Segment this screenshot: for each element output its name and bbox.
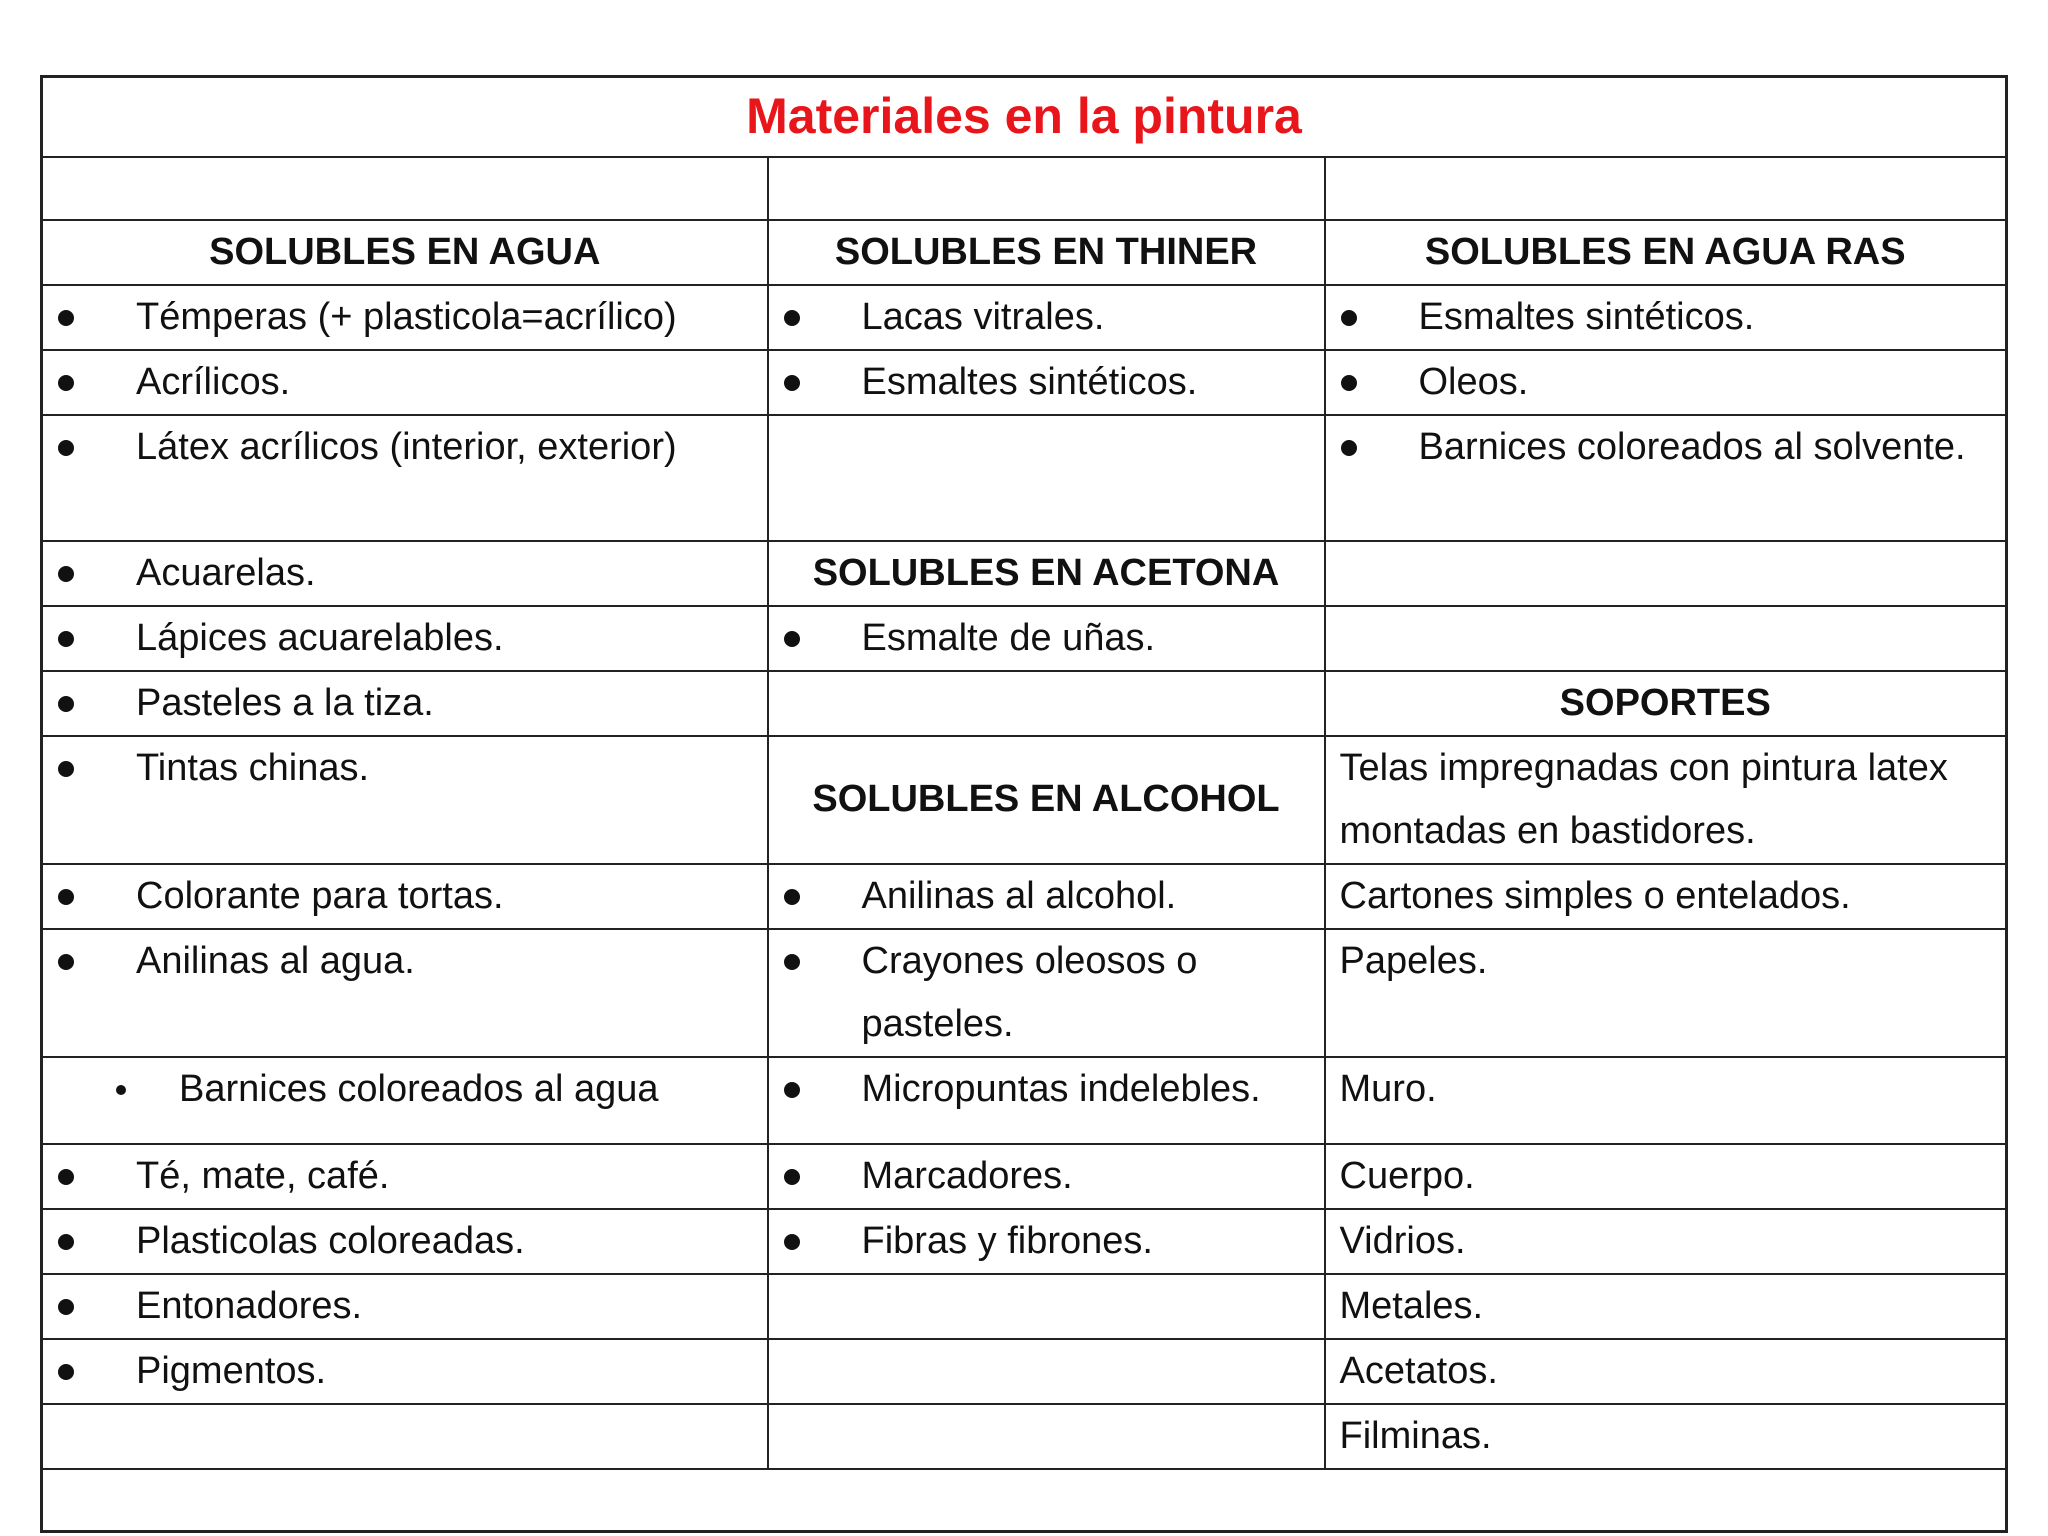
list-item: Plasticolas coloreadas. [43, 1210, 767, 1273]
table-cell [768, 1209, 1325, 1274]
table-cell [768, 1057, 1325, 1144]
table-cell [1325, 285, 2007, 350]
table-cell [768, 350, 1325, 415]
table-cell [42, 736, 768, 864]
list-item: Colorante para tortas. [43, 865, 767, 928]
soporte-item: Telas impregnadas con pintura latex montadas en bastidores. [1325, 736, 2007, 864]
table-row [42, 929, 2007, 1057]
list-item: Crayones oleosos o pasteles. [769, 930, 1324, 1056]
list-item: Acuarelas. [43, 542, 767, 605]
list-item: Lacas vitrales. [769, 286, 1324, 349]
list-item: Lápices acuarelables. [43, 607, 767, 670]
empty-cell [768, 415, 1325, 541]
list-item: Barnices coloreados al solvente. [1326, 416, 2006, 479]
list-item: Pasteles a la tiza. [43, 672, 767, 735]
list-item: Barnices coloreados al agua [43, 1058, 767, 1121]
empty-cell [768, 1404, 1325, 1469]
materials-table [40, 75, 2008, 1533]
list-item: Esmaltes sintéticos. [769, 351, 1324, 414]
list-item: Marcadores. [769, 1145, 1324, 1208]
soporte-item: Metales. [1325, 1274, 2007, 1339]
soporte-item: Filminas. [1325, 1404, 2007, 1469]
table-cell [1325, 350, 2007, 415]
table-cell [42, 541, 768, 606]
empty-cell [768, 1274, 1325, 1339]
empty-cell [42, 1404, 768, 1469]
header-solubles-alcohol: SOLUBLES EN ALCOHOL [768, 736, 1325, 864]
table-row [42, 285, 2007, 350]
list-item: Oleos. [1326, 351, 2006, 414]
title-row [42, 77, 2007, 157]
table-row [42, 1209, 2007, 1274]
list-item: Fibras y fibrones. [769, 1210, 1324, 1273]
table-cell [768, 864, 1325, 929]
list-item: Entonadores. [43, 1275, 767, 1338]
list-item: Esmaltes sintéticos. [1326, 286, 2006, 349]
list-item: Esmalte de uñas. [769, 607, 1324, 670]
table-cell [768, 606, 1325, 671]
header-solubles-agua: SOLUBLES EN AGUA [42, 220, 768, 285]
table-row [42, 1339, 2007, 1404]
soporte-item: Vidrios. [1325, 1209, 2007, 1274]
table-cell [1325, 415, 2007, 541]
table-row [42, 671, 2007, 736]
table-title: Materiales en la pintura [42, 77, 2007, 157]
list-item: Micropuntas indelebles. [769, 1058, 1324, 1121]
table-cell [42, 929, 768, 1057]
header-solubles-acetona: SOLUBLES EN ACETONA [768, 541, 1325, 606]
table-cell [42, 606, 768, 671]
header-row [42, 220, 2007, 285]
table-cell [42, 1144, 768, 1209]
table-cell [42, 350, 768, 415]
empty-row [42, 157, 2007, 220]
soporte-item: Papeles. [1325, 929, 2007, 1057]
list-item: Acrílicos. [43, 351, 767, 414]
empty-cell [768, 157, 1325, 220]
empty-cell [768, 671, 1325, 736]
empty-footer-row [42, 1469, 2007, 1532]
empty-cell [1325, 541, 2007, 606]
soporte-item: Cartones simples o entelados. [1325, 864, 2007, 929]
table-row [42, 350, 2007, 415]
empty-cell [1325, 157, 2007, 220]
soporte-item: Acetatos. [1325, 1339, 2007, 1404]
table-cell [42, 415, 768, 541]
table-row [42, 736, 2007, 864]
list-item: Látex acrílicos (interior, exterior) [43, 416, 767, 479]
table-cell [768, 1144, 1325, 1209]
empty-cell [768, 1339, 1325, 1404]
list-item: Pigmentos. [43, 1340, 767, 1403]
header-solubles-agua-ras: SOLUBLES EN AGUA RAS [1325, 220, 2007, 285]
table-cell [42, 1274, 768, 1339]
soporte-item: Cuerpo. [1325, 1144, 2007, 1209]
table-row [42, 415, 2007, 541]
table-cell [42, 285, 768, 350]
table-row [42, 606, 2007, 671]
header-soportes: SOPORTES [1325, 671, 2007, 736]
list-item: Tintas chinas. [43, 737, 767, 800]
soporte-item: Muro. [1325, 1057, 2007, 1144]
table-row [42, 1057, 2007, 1144]
table-cell [42, 1209, 768, 1274]
table-row [42, 1144, 2007, 1209]
table-row [42, 864, 2007, 929]
table-row [42, 1274, 2007, 1339]
empty-cell [42, 1469, 2007, 1532]
table-row [42, 1404, 2007, 1469]
empty-cell [42, 157, 768, 220]
materials-table-sheet [40, 75, 2005, 1507]
header-solubles-thiner: SOLUBLES EN THINER [768, 220, 1325, 285]
table-cell [42, 1057, 768, 1144]
empty-cell [1325, 606, 2007, 671]
table-cell [42, 1339, 768, 1404]
list-item: Anilinas al alcohol. [769, 865, 1324, 928]
table-cell [42, 671, 768, 736]
list-item: Témperas (+ plasticola=acrílico) [43, 286, 767, 349]
table-cell [42, 864, 768, 929]
list-item: Té, mate, café. [43, 1145, 767, 1208]
list-item: Anilinas al agua. [43, 930, 767, 993]
table-cell [768, 929, 1325, 1057]
table-cell [768, 285, 1325, 350]
table-row [42, 541, 2007, 606]
